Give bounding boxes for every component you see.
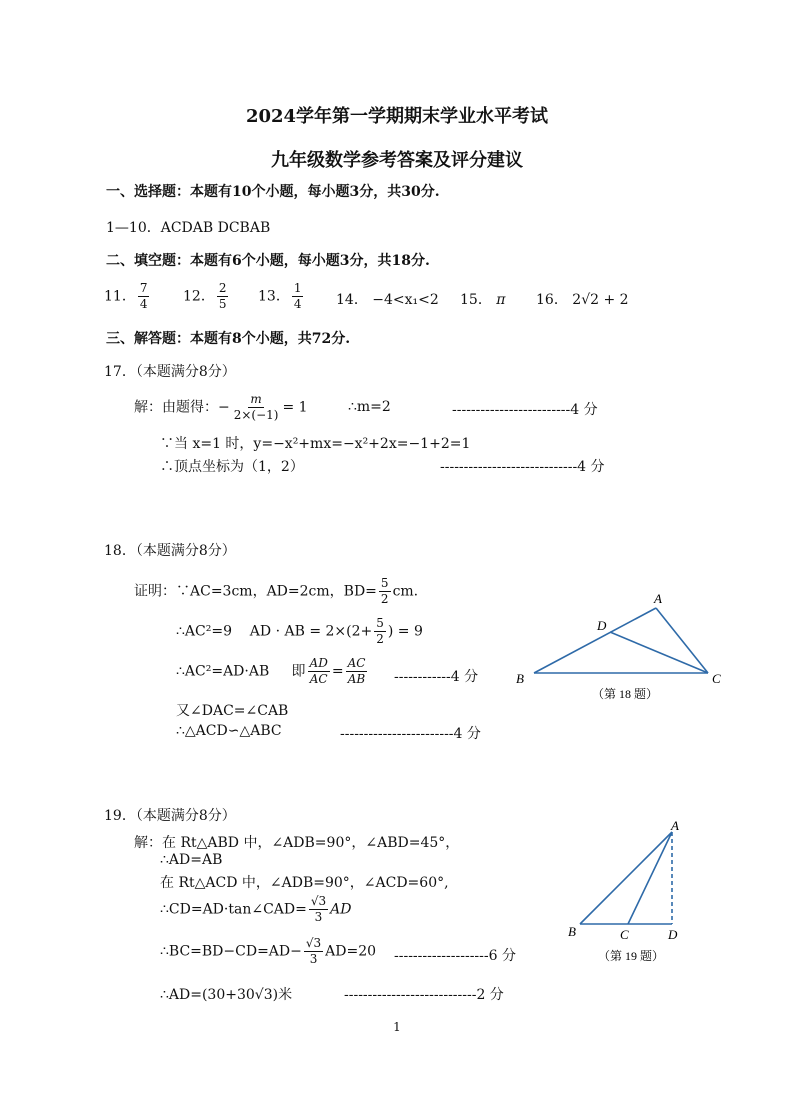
denominator: AC [309,672,328,686]
q17-score-1: -------------------------4 分 [452,402,598,418]
vertex-label-c: C [620,927,629,942]
q19-line2: ∴AD=AB [160,852,223,868]
answer-text: −4<x₁<2 [372,292,439,308]
vertex-label-c: C [712,671,721,686]
q19-line1: 解：在 Rt△ABD 中，∠ADB=90°，∠ABD=45°， [134,835,460,851]
item-number: 14． [336,292,368,308]
q19-line3: 在 Rt△ACD 中，∠ADB=90°，∠ACD=60°, [160,875,449,891]
q18-line2 [176,616,423,647]
q18-line5: ∴△ACD∽△ABC [176,723,282,739]
segment-ba [580,832,672,924]
q19-label: 19．（本题满分8分） [104,808,236,824]
denominator: 5 [218,297,227,311]
item-number: 13． [258,288,290,305]
segment-ca [628,832,672,924]
vertex-label-b: B [516,671,524,686]
numerator: 7 [139,281,148,295]
vertex-label-a: A [671,818,679,833]
vertex-label-b: B [568,924,576,939]
answer-text: π [496,292,506,308]
q17-label: 17．（本题满分8分） [104,364,236,380]
denominator: 3 [314,910,323,924]
numerator: 5 [376,616,384,630]
q19-line5-b: AD=20 [325,943,377,960]
q18-label: 18．（本题满分8分） [104,543,236,559]
numerator: AC [347,656,366,670]
numerator: AD [309,656,328,670]
q19-triangle-figure [560,814,700,970]
q18-line2-a: ∴AC²=9 [176,623,232,640]
q18-line3-a: ∴AC²=AD·AB [176,663,270,680]
item-number: 15． [460,292,492,308]
fraction [308,656,330,687]
figure-caption: （第 18 题） [592,687,659,701]
q19-line4-b: AD [330,901,352,918]
fill-answer-11 [104,281,151,312]
q18-line2-b: AD · AB = 2×(2+ [249,623,373,640]
q17-m-value: ∴m=2 [348,399,391,415]
fraction [346,656,368,687]
fraction [217,281,229,312]
segment-dc [610,632,708,673]
q19-line5 [160,936,376,967]
denominator: 4 [293,297,302,311]
q19-line4-a: ∴CD=AD·tan∠CAD= [160,901,307,918]
q18-line2-c: ) = 9 [387,623,423,640]
q19-line4 [160,894,351,925]
page-subtitle: 九年级数学参考答案及评分建议 [271,150,523,171]
q18-line1-text: 证明：∵AC=3cm，AD=2cm，BD= [134,583,377,600]
q19-line6: ∴AD=(30+30√3)米 [160,987,293,1003]
fill-answer-16 [536,289,629,309]
q18-line3 [176,656,369,687]
denominator: 2×(−1) [233,408,279,422]
choice-answers: 1—10．ACDAB DCBAB [106,220,271,236]
q18-score-2: ------------------------4 分 [340,726,481,742]
q17-line1-prefix: 解：由题得：− [134,399,230,416]
item-number: 16． [536,292,568,308]
fill-answer-14 [336,289,439,309]
numerator: m [250,392,262,406]
page-number: 1 [393,1020,401,1034]
segment-ba [534,608,656,673]
q17-line3: ∴顶点坐标为（1，2） [160,459,304,475]
numerator: 5 [380,576,389,590]
item-number: 12． [183,288,215,305]
q18-line1-unit: cm. [392,583,419,600]
fill-answer-12 [183,281,230,312]
vertex-label-d: D [668,927,678,942]
q17-line2: ∵当 x=1 时，y=−x²+mx=−x²+2x=−1+2=1 [160,436,471,452]
q19-score-2: ----------------------------2 分 [344,987,504,1003]
vertex-label-a: A [654,591,662,606]
answer-text: 2√2 + 2 [572,292,629,308]
fraction [379,576,391,607]
vertex-label-d: D [597,618,607,633]
section1-heading: 一、选择题：本题有10个小题，每小题3分，共30分. [106,184,440,200]
fraction [232,392,281,423]
denominator: 3 [309,952,318,966]
denominator: 4 [139,297,148,311]
denominator: 2 [376,632,384,646]
q18-line4: 又∠DAC=∠CAB [176,703,289,719]
page-title: 2024学年第一学期期末学业水平考试 [245,106,549,127]
fraction [304,936,323,967]
fraction [138,281,150,312]
q18-line1 [134,576,418,607]
fraction [309,894,328,925]
fraction [292,281,304,312]
item-number: 11． [104,288,136,305]
q19-score-1: --------------------6 分 [394,948,516,964]
numerator: √3 [305,936,322,950]
q18-triangle-figure [508,588,738,706]
q18-line3-b: 即 [291,663,306,680]
figure-caption: （第 19 题） [598,949,665,963]
section3-heading: 三、解答题：本题有8个小题，共72分. [106,331,351,347]
q18-score-1: ------------4 分 [394,669,479,685]
denominator: 2 [380,592,389,606]
q17-score-2: -----------------------------4 分 [440,459,605,475]
denominator: AB [347,672,366,686]
q17-line1-eq: = 1 [282,399,308,416]
numerator: √3 [310,894,327,908]
q19-line5-a: ∴BC=BD−CD=AD− [160,943,302,960]
numerator: 2 [218,281,227,295]
numerator: 1 [293,281,302,295]
q18-line3-eq: = [331,663,344,680]
section2-heading: 二、填空题：本题有6个小题，每小题3分，共18分. [106,253,430,269]
segment-ac [656,608,708,673]
fill-answer-13 [258,281,305,312]
fill-answer-15 [460,289,505,309]
q17-line1 [134,392,308,423]
fraction [374,616,386,647]
